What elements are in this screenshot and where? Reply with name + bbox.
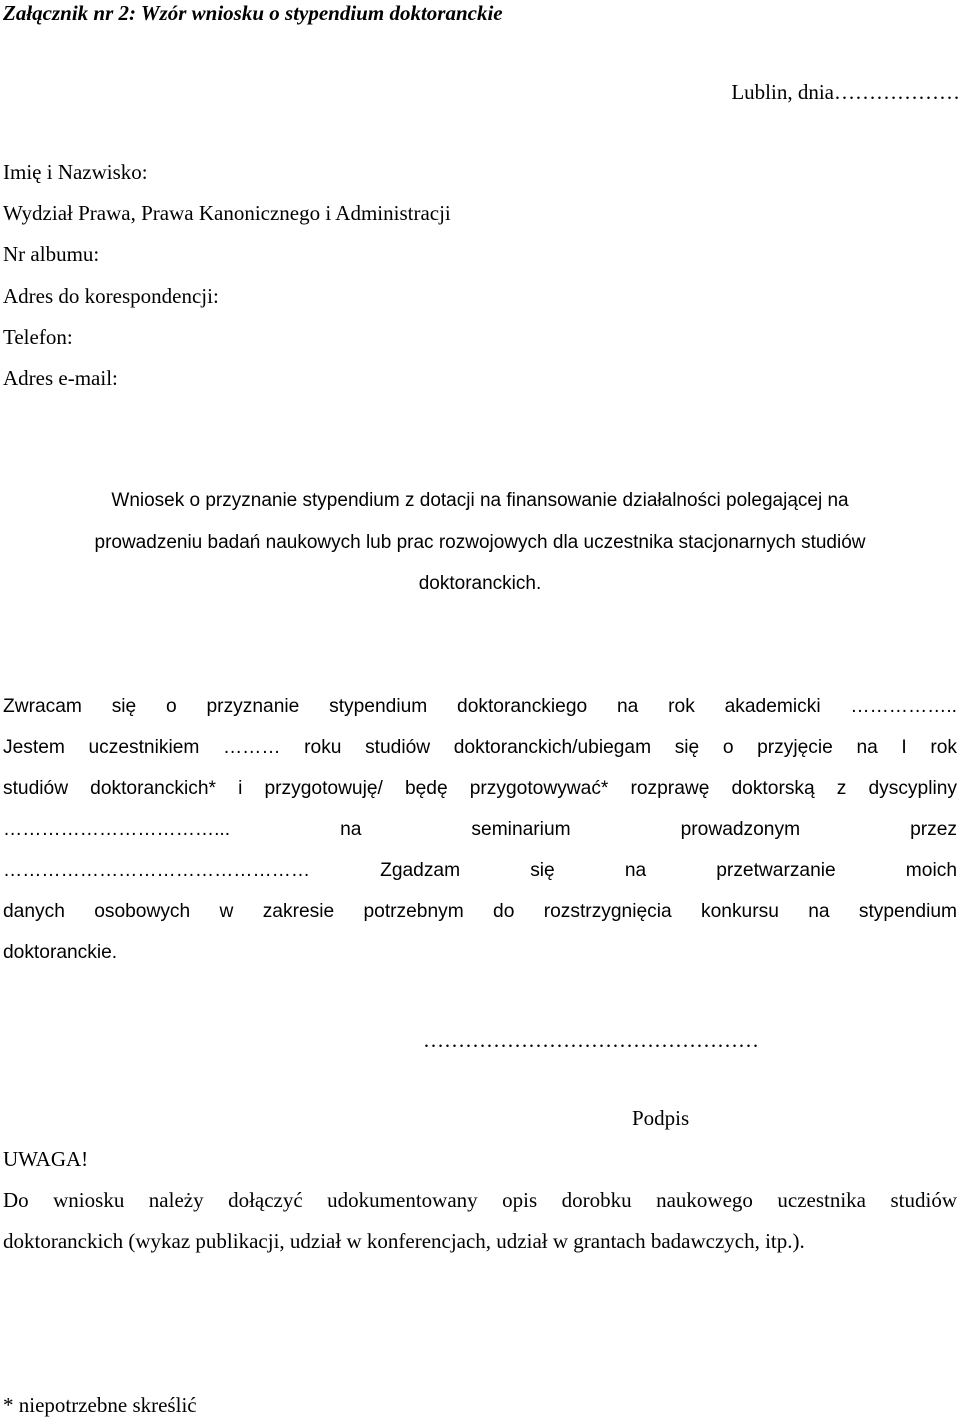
- request-line-6: danych osobowych w zakresie potrzebnym do rozstrzygnięcia konkursu na stypendium: [3, 901, 957, 922]
- field-phone: Telefon:: [3, 325, 73, 349]
- field-email: Adres e-mail:: [3, 366, 118, 390]
- request-line-3: studiów doktoranckich* i przygotowuję/ będę przygotowywać* rozprawę doktorską z dyscypliny: [3, 778, 957, 799]
- request-line-7: doktoranckie.: [3, 942, 118, 963]
- subject-line-2: prowadzeniu badań naukowych lub prac rozwojowych dla uczestnika stacjonarnych studiów: [94, 532, 866, 553]
- subject-line-3: doktoranckich.: [418, 573, 542, 594]
- note-heading: UWAGA!: [3, 1147, 89, 1171]
- note-line-2: doktoranckich (wykaz publikacji, udział w konferencjach, udział w grantach badawczych, itp.).: [3, 1229, 805, 1253]
- field-name: Imię i Nazwisko:: [3, 160, 148, 184]
- request-line-2: Jestem uczestnikiem ……… roku studiów doktoranckich/ubiegam się o przyjęcie na I rok: [3, 737, 957, 758]
- subject-line-1: Wniosek o przyznanie stypendium z dotacji na finansowanie działalności polegającej na: [111, 490, 849, 511]
- request-line-5: ………………………………………… Zgadzam się na przetwarzanie moich: [3, 860, 957, 881]
- field-faculty: Wydział Prawa, Prawa Kanonicznego i Administracji: [3, 201, 451, 225]
- document-title: Załącznik nr 2: Wzór wniosku o stypendium doktoranckie: [3, 1, 503, 25]
- note-line-1: Do wniosku należy dołączyć udokumentowany opis dorobku naukowego uczestnika studiów: [3, 1188, 957, 1212]
- signature-label: Podpis: [632, 1106, 690, 1130]
- request-line-4: ……………………………... na seminarium prowadzonym przez: [3, 819, 957, 840]
- date-line: Lublin, dnia………………: [731, 80, 960, 104]
- request-line-1: Zwracam się o przyznanie stypendium doktoranckiego na rok akademicki ……………..: [3, 696, 957, 717]
- footnote: * niepotrzebne skreślić: [3, 1393, 197, 1417]
- field-address: Adres do korespondencji:: [3, 284, 219, 308]
- field-album-number: Nr albumu:: [3, 242, 100, 266]
- signature-line: …………………………………………: [423, 1028, 759, 1052]
